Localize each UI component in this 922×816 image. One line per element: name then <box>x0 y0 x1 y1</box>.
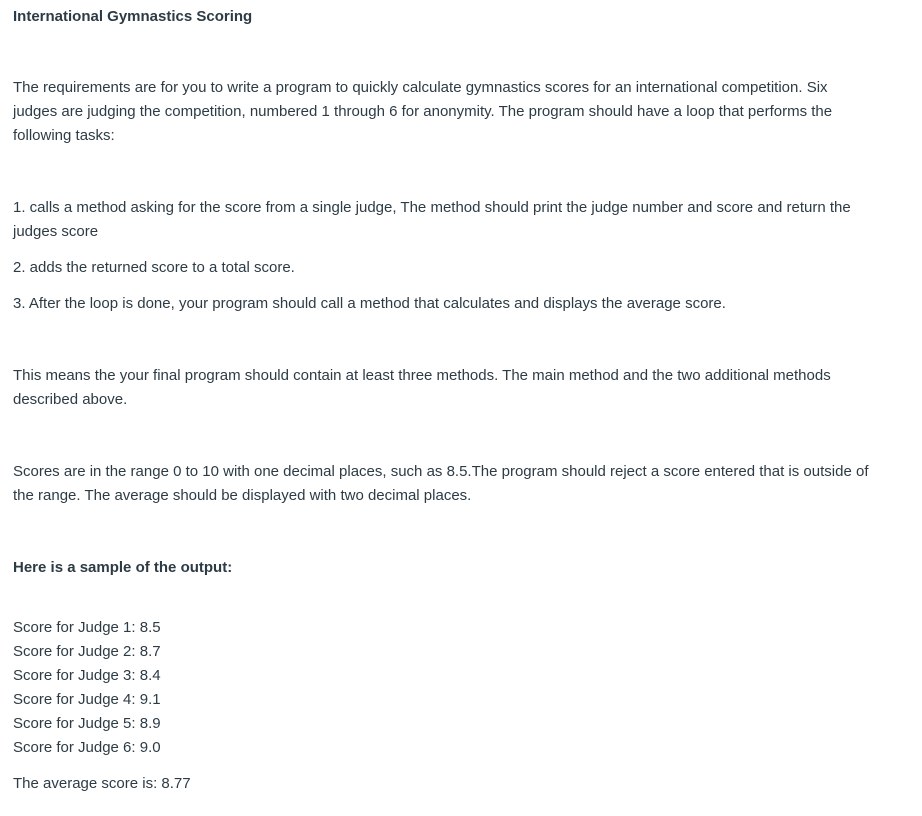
sample-line: Score for Judge 5: 8.9 <box>13 715 161 732</box>
page-title: International Gymnastics Scoring <box>13 8 253 25</box>
intro-paragraph: The requirements are for you to write a program to quickly calculate gymnastics scores for an international competition. Six judges are judging the competition, numbered 1 through 6 for anonymity. The program should have a loop that performs the following tasks: <box>13 79 833 144</box>
task-item-2: 2. adds the returned score to a total score. <box>13 259 295 276</box>
methods-paragraph: This means the your final program should contain at least three methods. The main method and the two additional methods described above. <box>13 367 831 408</box>
sample-line: Score for Judge 3: 8.4 <box>13 667 161 684</box>
sample-line: Score for Judge 1: 8.5 <box>13 619 161 636</box>
sample-output <box>13 616 161 760</box>
sample-line: Score for Judge 4: 9.1 <box>13 691 161 708</box>
sample-line: Score for Judge 6: 9.0 <box>13 739 161 756</box>
sample-heading: Here is a sample of the output: <box>13 559 233 576</box>
range-paragraph: Scores are in the range 0 to 10 with one decimal places, such as 8.5.The program should reject a score entered that is outside of the range. The average should be displayed with two decimal places. <box>13 463 869 504</box>
average-line: The average score is: 8.77 <box>13 775 191 792</box>
sample-line: Score for Judge 2: 8.7 <box>13 643 161 660</box>
task-item-1: 1. calls a method asking for the score from a single judge, The method should print the judge number and score and return the judges score <box>13 199 851 240</box>
task-item-3: 3. After the loop is done, your program should call a method that calculates and displays the average score. <box>13 295 726 312</box>
